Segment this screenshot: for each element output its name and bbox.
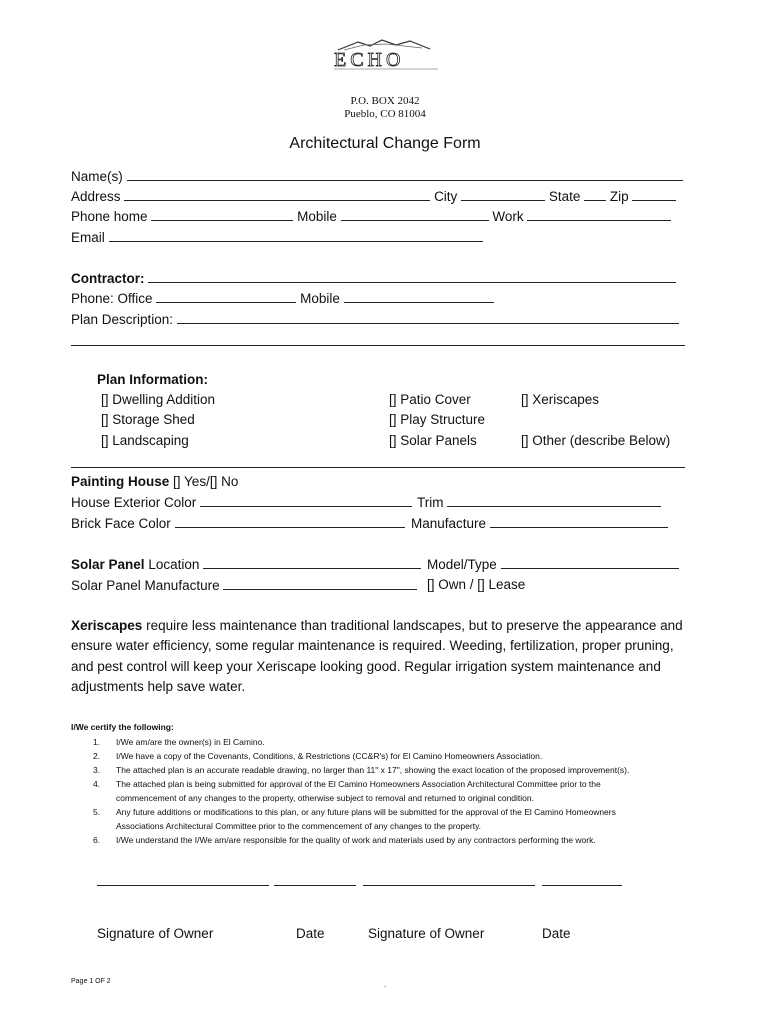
- contractor-label: Contractor:: [71, 271, 145, 286]
- plan-description-row: [71, 311, 679, 327]
- brick-row: [71, 515, 405, 531]
- logo: [330, 36, 442, 70]
- date1-label: Date: [296, 926, 325, 941]
- option-solar-panels[interactable]: [] Solar Panels: [389, 433, 477, 448]
- certify-item-6: I/We understand the I/We am/are responsible for the quality of work and materials used by any contractors performing the work.: [116, 835, 596, 845]
- certify-item-5a: Any future additions or modifications to this plan, or any future plans will be submitted for the approval of the El Camino Homeowners: [116, 807, 616, 817]
- painting-row: [71, 474, 238, 489]
- mobile-label: Mobile: [297, 209, 337, 224]
- option-landscaping[interactable]: [] Landscaping: [101, 433, 189, 448]
- brick-color-label: Brick Face Color: [71, 516, 171, 531]
- paint-manufacture-row: [411, 515, 668, 531]
- certify-num-3: 3.: [93, 765, 101, 775]
- contractor-phone-row: [71, 290, 494, 306]
- contractor-field[interactable]: [148, 270, 676, 283]
- certify-num-6: 6.: [93, 835, 101, 845]
- xeriscape-line2: ensure water efficiency, some regular maintenance is required. Weeding, fertilization, proper pruning,: [71, 638, 674, 653]
- address-row: [71, 188, 676, 204]
- zip-label: Zip: [609, 189, 629, 204]
- certify-item-5b: Associations Architectural Committee prior to the commencement of any changes to the property.: [116, 821, 482, 831]
- phone-office-field[interactable]: [156, 290, 296, 303]
- logo-mountain-icon: [330, 36, 442, 70]
- email-field[interactable]: [109, 229, 483, 242]
- own-lease-option[interactable]: [] Own / [] Lease: [427, 577, 526, 592]
- work-field[interactable]: [527, 208, 671, 221]
- page-title: Architectural Change Form: [289, 135, 481, 152]
- xeriscape-line1: [71, 618, 683, 633]
- signature-owner1-label: Signature of Owner: [97, 926, 214, 941]
- plan-info-heading: Plan Information:: [97, 372, 208, 387]
- email-label: Email: [71, 230, 105, 245]
- certify-num-1: 1.: [93, 737, 101, 747]
- certify-heading: I/We certify the following:: [71, 722, 174, 732]
- work-label: Work: [492, 209, 524, 224]
- signature-owner2-line[interactable]: [363, 885, 535, 886]
- zip-field[interactable]: [632, 188, 676, 201]
- plan-description-label: Plan Description:: [71, 312, 174, 327]
- phone-home-field[interactable]: [151, 208, 293, 221]
- exterior-color-label: House Exterior Color: [71, 495, 197, 510]
- trim-row: [417, 494, 661, 510]
- option-patio-cover[interactable]: [] Patio Cover: [389, 392, 471, 407]
- divider: [71, 467, 685, 468]
- footer-dot: .: [384, 980, 387, 989]
- city-field[interactable]: [461, 188, 545, 201]
- mobile-field[interactable]: [341, 208, 489, 221]
- painting-label: Painting House: [71, 474, 170, 489]
- signature-owner1-line[interactable]: [97, 885, 269, 886]
- address-line2: Pueblo, CO 81004: [344, 108, 426, 120]
- option-other[interactable]: [] Other (describe Below): [521, 433, 671, 448]
- solar-location-label: Location: [148, 557, 200, 572]
- paint-manufacture-label: Manufacture: [411, 516, 487, 531]
- solar-location-field[interactable]: [203, 556, 421, 569]
- certify-num-4: 4.: [93, 779, 101, 789]
- address-line1: P.O. BOX 2042: [350, 95, 420, 107]
- xeriscape-text1: require less maintenance than traditional landscapes, but to preserve the appearance and: [146, 618, 683, 633]
- certify-item-2: I/We have a copy of the Covenants, Conditions, & Restrictions (CC&R's) for El Camino Homeowners Association.: [116, 751, 543, 761]
- logo-text: ECHO: [334, 49, 405, 70]
- solar-location-row: [71, 556, 421, 572]
- paint-manufacture-field[interactable]: [490, 515, 668, 528]
- phone-row: [71, 208, 671, 224]
- exterior-row: [71, 494, 412, 510]
- brick-color-field[interactable]: [175, 515, 405, 528]
- option-storage-shed[interactable]: [] Storage Shed: [101, 412, 195, 427]
- certify-num-2: 2.: [93, 751, 101, 761]
- date2-line[interactable]: [542, 885, 622, 886]
- certify-item-3: The attached plan is an accurate readable drawing, no larger than 11" x 17", showing the exact location of the proposed improvement(s).: [116, 765, 630, 775]
- model-type-label: Model/Type: [427, 557, 497, 572]
- phone-home-label: Phone home: [71, 209, 148, 224]
- option-dwelling-addition[interactable]: [] Dwelling Addition: [101, 392, 216, 407]
- contractor-mobile-field[interactable]: [344, 290, 494, 303]
- xeriscape-line3: and pest control will keep your Xeriscape looking good. Regular irrigation system maintenance and: [71, 659, 661, 674]
- option-xeriscapes[interactable]: [] Xeriscapes: [521, 392, 600, 407]
- names-field[interactable]: [127, 168, 683, 181]
- solar-manufacture-label: Solar Panel Manufacture: [71, 578, 220, 593]
- address-field[interactable]: [124, 188, 430, 201]
- date1-line[interactable]: [274, 885, 356, 886]
- exterior-color-field[interactable]: [200, 494, 412, 507]
- solar-label: Solar Panel: [71, 557, 145, 572]
- model-row: [427, 556, 679, 572]
- painting-yes-no[interactable]: [] Yes/[] No: [173, 474, 239, 489]
- certify-num-5: 5.: [93, 807, 101, 817]
- trim-field[interactable]: [447, 494, 661, 507]
- xeriscape-line4: adjustments help save water.: [71, 679, 246, 694]
- address-label: Address: [71, 189, 121, 204]
- certify-item-4b: commencement of any changes to the property, otherwise subject to removal and returned to original condition.: [116, 793, 534, 803]
- names-label: Name(s): [71, 169, 123, 184]
- date2-label: Date: [542, 926, 571, 941]
- solar-manufacture-field[interactable]: [223, 577, 417, 590]
- page-number: Page 1 OF 2: [71, 978, 111, 985]
- model-type-field[interactable]: [501, 556, 679, 569]
- signature-owner2-label: Signature of Owner: [368, 926, 485, 941]
- state-label: State: [548, 189, 581, 204]
- email-row: [71, 229, 483, 245]
- contractor-mobile-label: Mobile: [300, 291, 340, 306]
- xeriscape-lead: Xeriscapes: [71, 618, 143, 633]
- solar-manufacture-row: [71, 577, 417, 593]
- city-label: City: [434, 189, 458, 204]
- state-field[interactable]: [584, 188, 606, 201]
- certify-item-4a: The attached plan is being submitted for approval of the El Camino Homeowners Association Architectural Committee prior to the: [116, 779, 601, 789]
- option-play-structure[interactable]: [] Play Structure: [389, 412, 486, 427]
- phone-office-label: Phone: Office: [71, 291, 153, 306]
- contractor-row: [71, 270, 676, 286]
- certify-item-1: I/We am/are the owner(s) in El Camino.: [116, 737, 265, 747]
- names-row: [71, 168, 683, 184]
- plan-description-line2[interactable]: [71, 345, 685, 346]
- trim-label: Trim: [417, 495, 444, 510]
- plan-description-field[interactable]: [177, 311, 679, 324]
